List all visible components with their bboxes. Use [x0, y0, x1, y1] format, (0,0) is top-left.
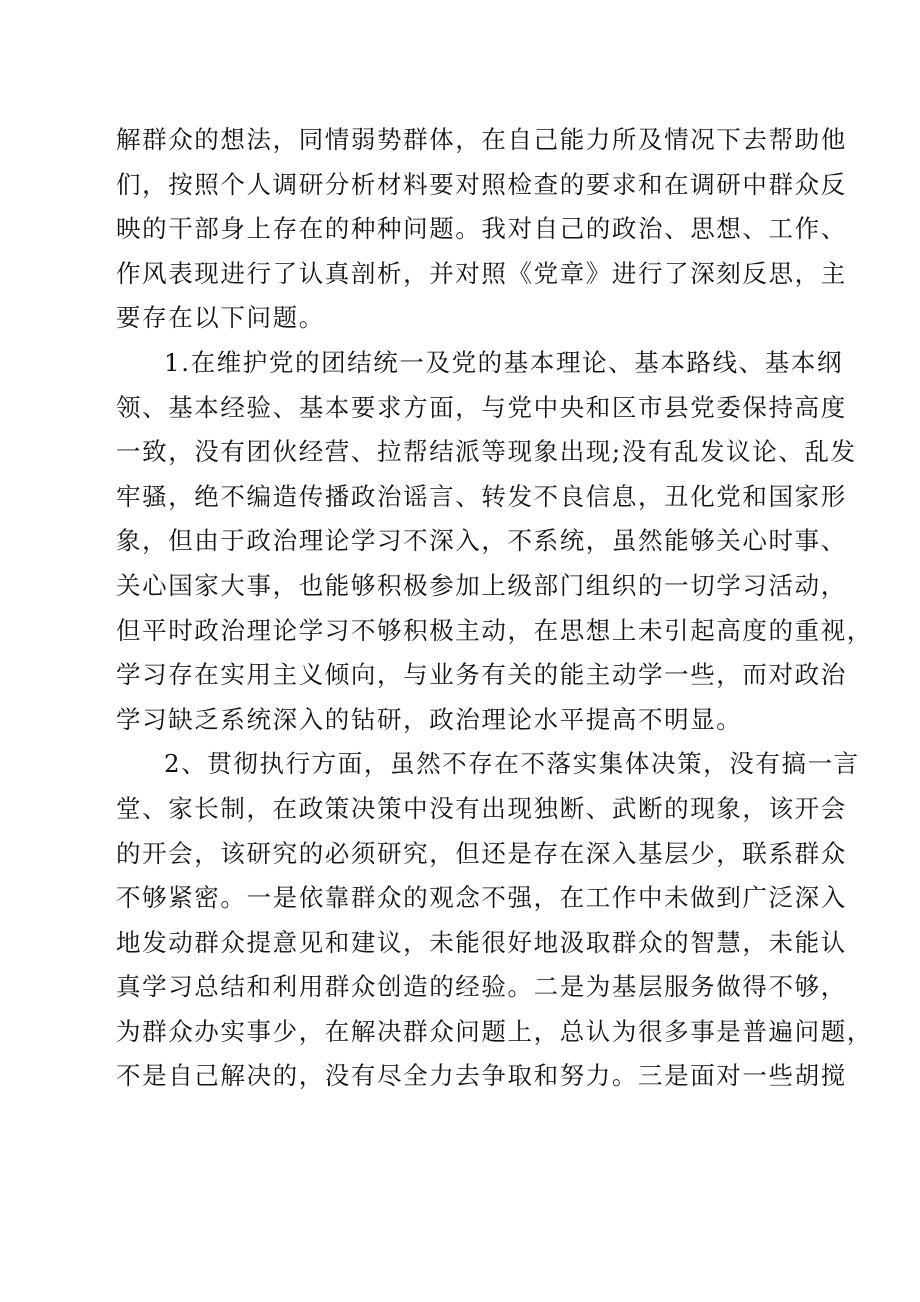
text-line: 为群众办实事少，在解决群众问题上，总认为很多事是普遍问题， [116, 1016, 873, 1046]
text-line: 学习存在实用主义倾向，与业务有关的能主动学一些，而对政治 [116, 660, 847, 690]
text-line: 学习缺乏系统深入的钻研，政治理论水平提高不明显。 [116, 704, 743, 734]
text-line: 不够紧密。一是依靠群众的观念不强，在工作中未做到广泛深入 [116, 883, 847, 913]
text-line: 们，按照个人调研分析材料要对照检查的要求和在调研中群众反 [116, 169, 847, 199]
text-line: 象，但由于政治理论学习不深入，不系统，虽然能够关心时事、 [116, 526, 847, 556]
document-body [116, 118, 873, 1099]
paragraph-2-first-line: 2、贯彻执行方面，虽然不存在不落实集体决策，没有搞一言 [164, 749, 860, 779]
text-line: 地发动群众提意见和建议，未能很好地汲取群众的智慧，未能认 [116, 927, 847, 957]
text-line: 作风表现进行了认真剖析，并对照《党章》进行了深刻反思，主 [116, 258, 847, 288]
text-line: 真学习总结和利用群众创造的经验。二是为基层服务做得不够， [116, 972, 847, 1002]
text-line: 的开会，该研究的必须研究，但还是存在深入基层少，联系群众 [116, 838, 847, 868]
text-line: 牢骚，绝不编造传播政治谣言、转发不良信息，丑化党和国家形 [116, 481, 847, 511]
text-line: 映的干部身上存在的种种问题。我对自己的政治、思想、工作、 [116, 214, 847, 244]
text-line: 一致，没有团伙经营、拉帮结派等现象出现;没有乱发议论、乱发 [116, 437, 857, 467]
text-line: 但平时政治理论学习不够积极主动，在思想上未引起高度的重视， [116, 615, 873, 645]
text-line: 要存在以下问题。 [116, 303, 325, 333]
text-line: 关心国家大事，也能够积极参加上级部门组织的一切学习活动， [116, 570, 847, 600]
text-line: 堂、家长制，在政策决策中没有出现独断、武断的现象，该开会 [116, 793, 847, 823]
text-line: 解群众的想法，同情弱势群体，在自己能力所及情况下去帮助他 [116, 125, 847, 154]
text-line: 不是自己解决的，没有尽全力去争取和努力。三是面对一些胡搅 [116, 1061, 847, 1091]
text-line: 领、基本经验、基本要求方面，与党中央和区市县党委保持高度 [116, 392, 847, 422]
paragraph-1-first-line: 1.在维护党的团结统一及党的基本理论、基本路线、基本纲 [164, 347, 844, 377]
